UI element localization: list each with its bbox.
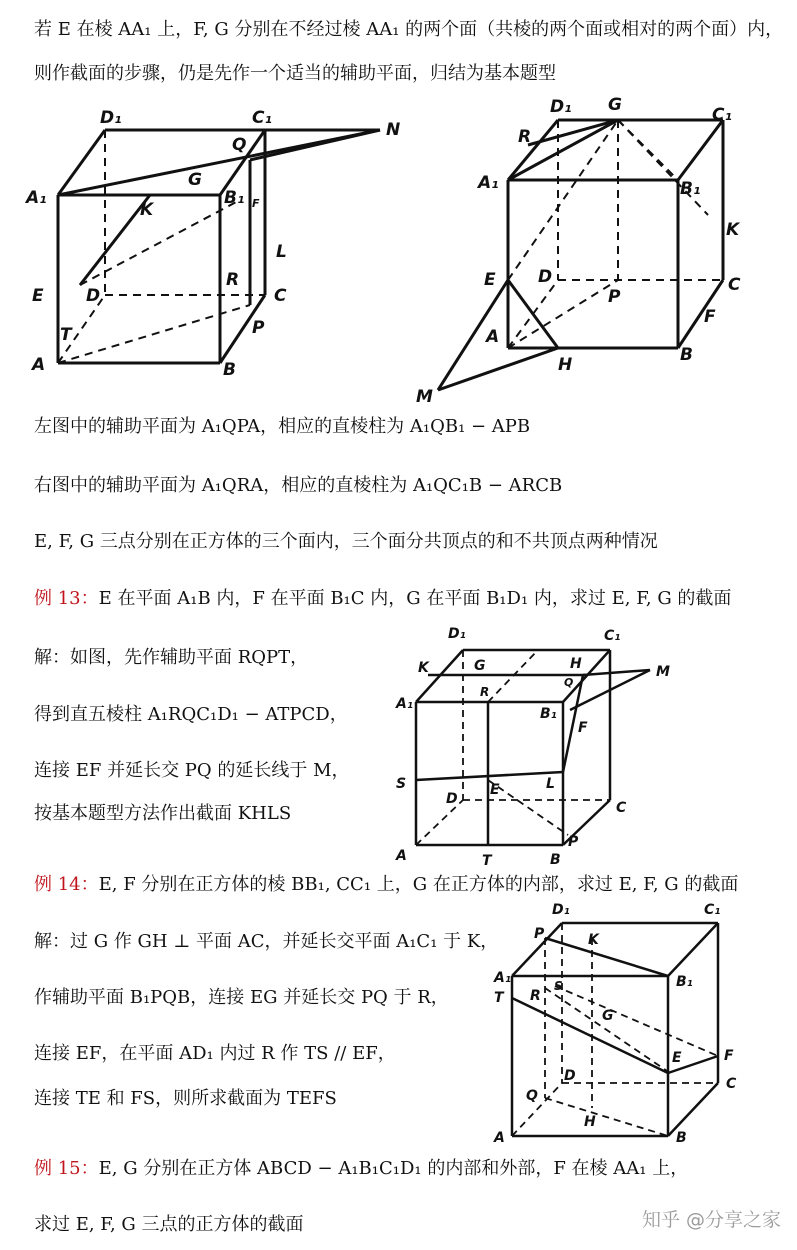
figure-right-cube <box>408 90 778 410</box>
svg-text:P: P <box>568 834 579 850</box>
svg-text:K: K <box>726 220 740 240</box>
svg-text:T: T <box>482 853 492 868</box>
svg-text:T: T <box>494 990 504 1006</box>
ex14-solution-4: 连接 TE 和 FS，则所求截面为 TEFS <box>34 1088 337 1109</box>
svg-text:C₁: C₁ <box>712 105 732 125</box>
svg-text:K: K <box>140 200 154 220</box>
ex14-solution-1: 解：过 G 作 GH ⊥ 平面 AC，并延长交平面 A₁C₁ 于 K， <box>34 931 499 952</box>
svg-text:T: T <box>60 325 72 345</box>
svg-text:K: K <box>588 932 599 948</box>
figure-example-14 <box>490 898 760 1148</box>
svg-text:P: P <box>608 287 621 307</box>
svg-text:D: D <box>446 791 458 807</box>
svg-text:B: B <box>680 345 693 365</box>
note-left-aux: 左图中的辅助平面为 A₁QPA，相应的直棱柱为 A₁QB₁ − APB <box>34 416 531 437</box>
svg-text:C₁: C₁ <box>604 628 621 644</box>
svg-text:G: G <box>188 170 202 190</box>
svg-text:H: H <box>584 1114 596 1130</box>
note-right-aux: 右图中的辅助平面为 A₁QRA，相应的直棱柱为 A₁QC₁B − ARCB <box>34 475 563 496</box>
example-13-heading <box>34 587 731 611</box>
svg-text:H: H <box>558 355 573 375</box>
svg-text:D₁: D₁ <box>552 902 570 918</box>
svg-text:B: B <box>550 852 561 868</box>
svg-text:L: L <box>546 776 555 792</box>
svg-text:P: P <box>534 926 545 942</box>
svg-text:D₁: D₁ <box>100 108 122 128</box>
example-14-label: 例 14： <box>34 874 99 895</box>
svg-text:A₁: A₁ <box>494 970 511 986</box>
svg-text:D₁: D₁ <box>550 97 572 117</box>
svg-text:M: M <box>416 387 433 407</box>
ex13-solution-4: 按基本题型方法作出截面 KHLS <box>34 803 292 824</box>
ex13-solution-3: 连接 EF 并延长交 PQ 的延长线于 M， <box>34 760 350 781</box>
intro-line-1: 若 E 在棱 AA₁ 上，F, G 分别在不经过棱 AA₁ 的两个面（共棱的两个面或相对的两个面）内， <box>34 19 784 40</box>
svg-text:A₁: A₁ <box>26 188 47 208</box>
svg-text:A: A <box>32 355 46 375</box>
svg-text:B₁: B₁ <box>680 179 701 199</box>
ex13-solution-1: 解：如图，先作辅助平面 RQPT， <box>34 647 309 668</box>
svg-text:C: C <box>728 275 741 295</box>
svg-text:R: R <box>226 270 240 290</box>
ex13-solution-2: 得到直五棱柱 A₁RQC₁D₁ − ATPCD， <box>34 704 348 725</box>
svg-text:C: C <box>726 1076 737 1092</box>
svg-text:C: C <box>616 800 627 816</box>
svg-text:B₁: B₁ <box>676 974 693 990</box>
svg-text:D₁: D₁ <box>448 626 466 642</box>
ex14-solution-3: 连接 EF，在平面 AD₁ 内过 R 作 TS // EF， <box>34 1043 396 1064</box>
svg-text:F: F <box>578 720 588 736</box>
svg-text:E: E <box>672 1050 682 1066</box>
example-15-heading <box>34 1157 688 1181</box>
intro-line-2: 则作截面的步骤，仍是先作一个适当的辅助平面，归结为基本题型 <box>34 63 556 84</box>
svg-text:A₁: A₁ <box>478 173 499 193</box>
note-cases: E, F, G 三点分别在正方体的三个面内，三个面分共顶点的和不共顶点两种情况 <box>34 531 658 552</box>
example-15-text: E, G 分别在正方体 ABCD − A₁B₁C₁D₁ 的内部和外部，F 在棱 AA₁ 上， <box>98 1158 689 1179</box>
svg-text:M: M <box>656 664 670 680</box>
svg-text:C₁: C₁ <box>704 902 721 918</box>
ex14-solution-2: 作辅助平面 B₁PQB，连接 EG 并延长交 PQ 于 R， <box>34 987 449 1008</box>
figure-example-13 <box>388 620 688 868</box>
example-13-label: 例 13： <box>34 588 99 609</box>
svg-text:F: F <box>704 307 716 327</box>
svg-text:Q: Q <box>232 135 247 155</box>
example-14-heading <box>34 873 738 897</box>
svg-text:D: D <box>86 286 101 306</box>
svg-text:A: A <box>486 327 500 347</box>
svg-text:C₁: C₁ <box>252 108 272 128</box>
svg-text:B: B <box>676 1130 687 1146</box>
svg-text:A₁: A₁ <box>396 696 413 712</box>
svg-text:R: R <box>480 685 490 699</box>
svg-text:H: H <box>570 656 582 672</box>
svg-text:F: F <box>252 197 260 210</box>
svg-text:E: E <box>490 782 500 798</box>
svg-text:G: G <box>608 95 622 115</box>
svg-text:K: K <box>418 660 429 676</box>
svg-text:R: R <box>530 988 541 1004</box>
figure-left-cube <box>20 95 420 385</box>
svg-text:A: A <box>494 1130 505 1146</box>
svg-text:S: S <box>396 776 407 792</box>
example-13-text: E 在平面 A₁B 内，F 在平面 B₁C 内，G 在平面 B₁D₁ 内，求过 E, F, G 的截面 <box>98 588 732 609</box>
svg-text:D: D <box>538 267 553 287</box>
svg-text:B: B <box>223 360 236 380</box>
svg-text:B₁: B₁ <box>224 188 245 208</box>
svg-text:D: D <box>564 1068 576 1084</box>
svg-text:F: F <box>724 1048 734 1064</box>
svg-text:E: E <box>32 286 44 306</box>
svg-text:B₁: B₁ <box>540 706 557 722</box>
svg-text:G: G <box>474 658 486 674</box>
example-15-text-2: 求过 E, F, G 三点的正方体的截面 <box>34 1214 304 1235</box>
svg-text:E: E <box>484 270 496 290</box>
svg-text:L: L <box>276 242 287 262</box>
example-15-label: 例 15： <box>34 1158 99 1179</box>
example-14-text: E, F 分别在正方体的棱 BB₁, CC₁ 上，G 在正方体的内部，求过 E, F, G 的截面 <box>98 874 739 895</box>
svg-text:Q: Q <box>526 1088 538 1104</box>
svg-text:S: S <box>554 979 563 993</box>
svg-text:A: A <box>396 848 407 864</box>
svg-text:N: N <box>386 120 401 140</box>
svg-text:R: R <box>518 127 532 147</box>
svg-text:Q: Q <box>564 676 574 689</box>
svg-text:G: G <box>602 1008 614 1024</box>
svg-text:P: P <box>252 318 265 338</box>
watermark: 知乎 @分享之家 <box>641 1209 781 1231</box>
svg-text:C: C <box>274 286 287 306</box>
